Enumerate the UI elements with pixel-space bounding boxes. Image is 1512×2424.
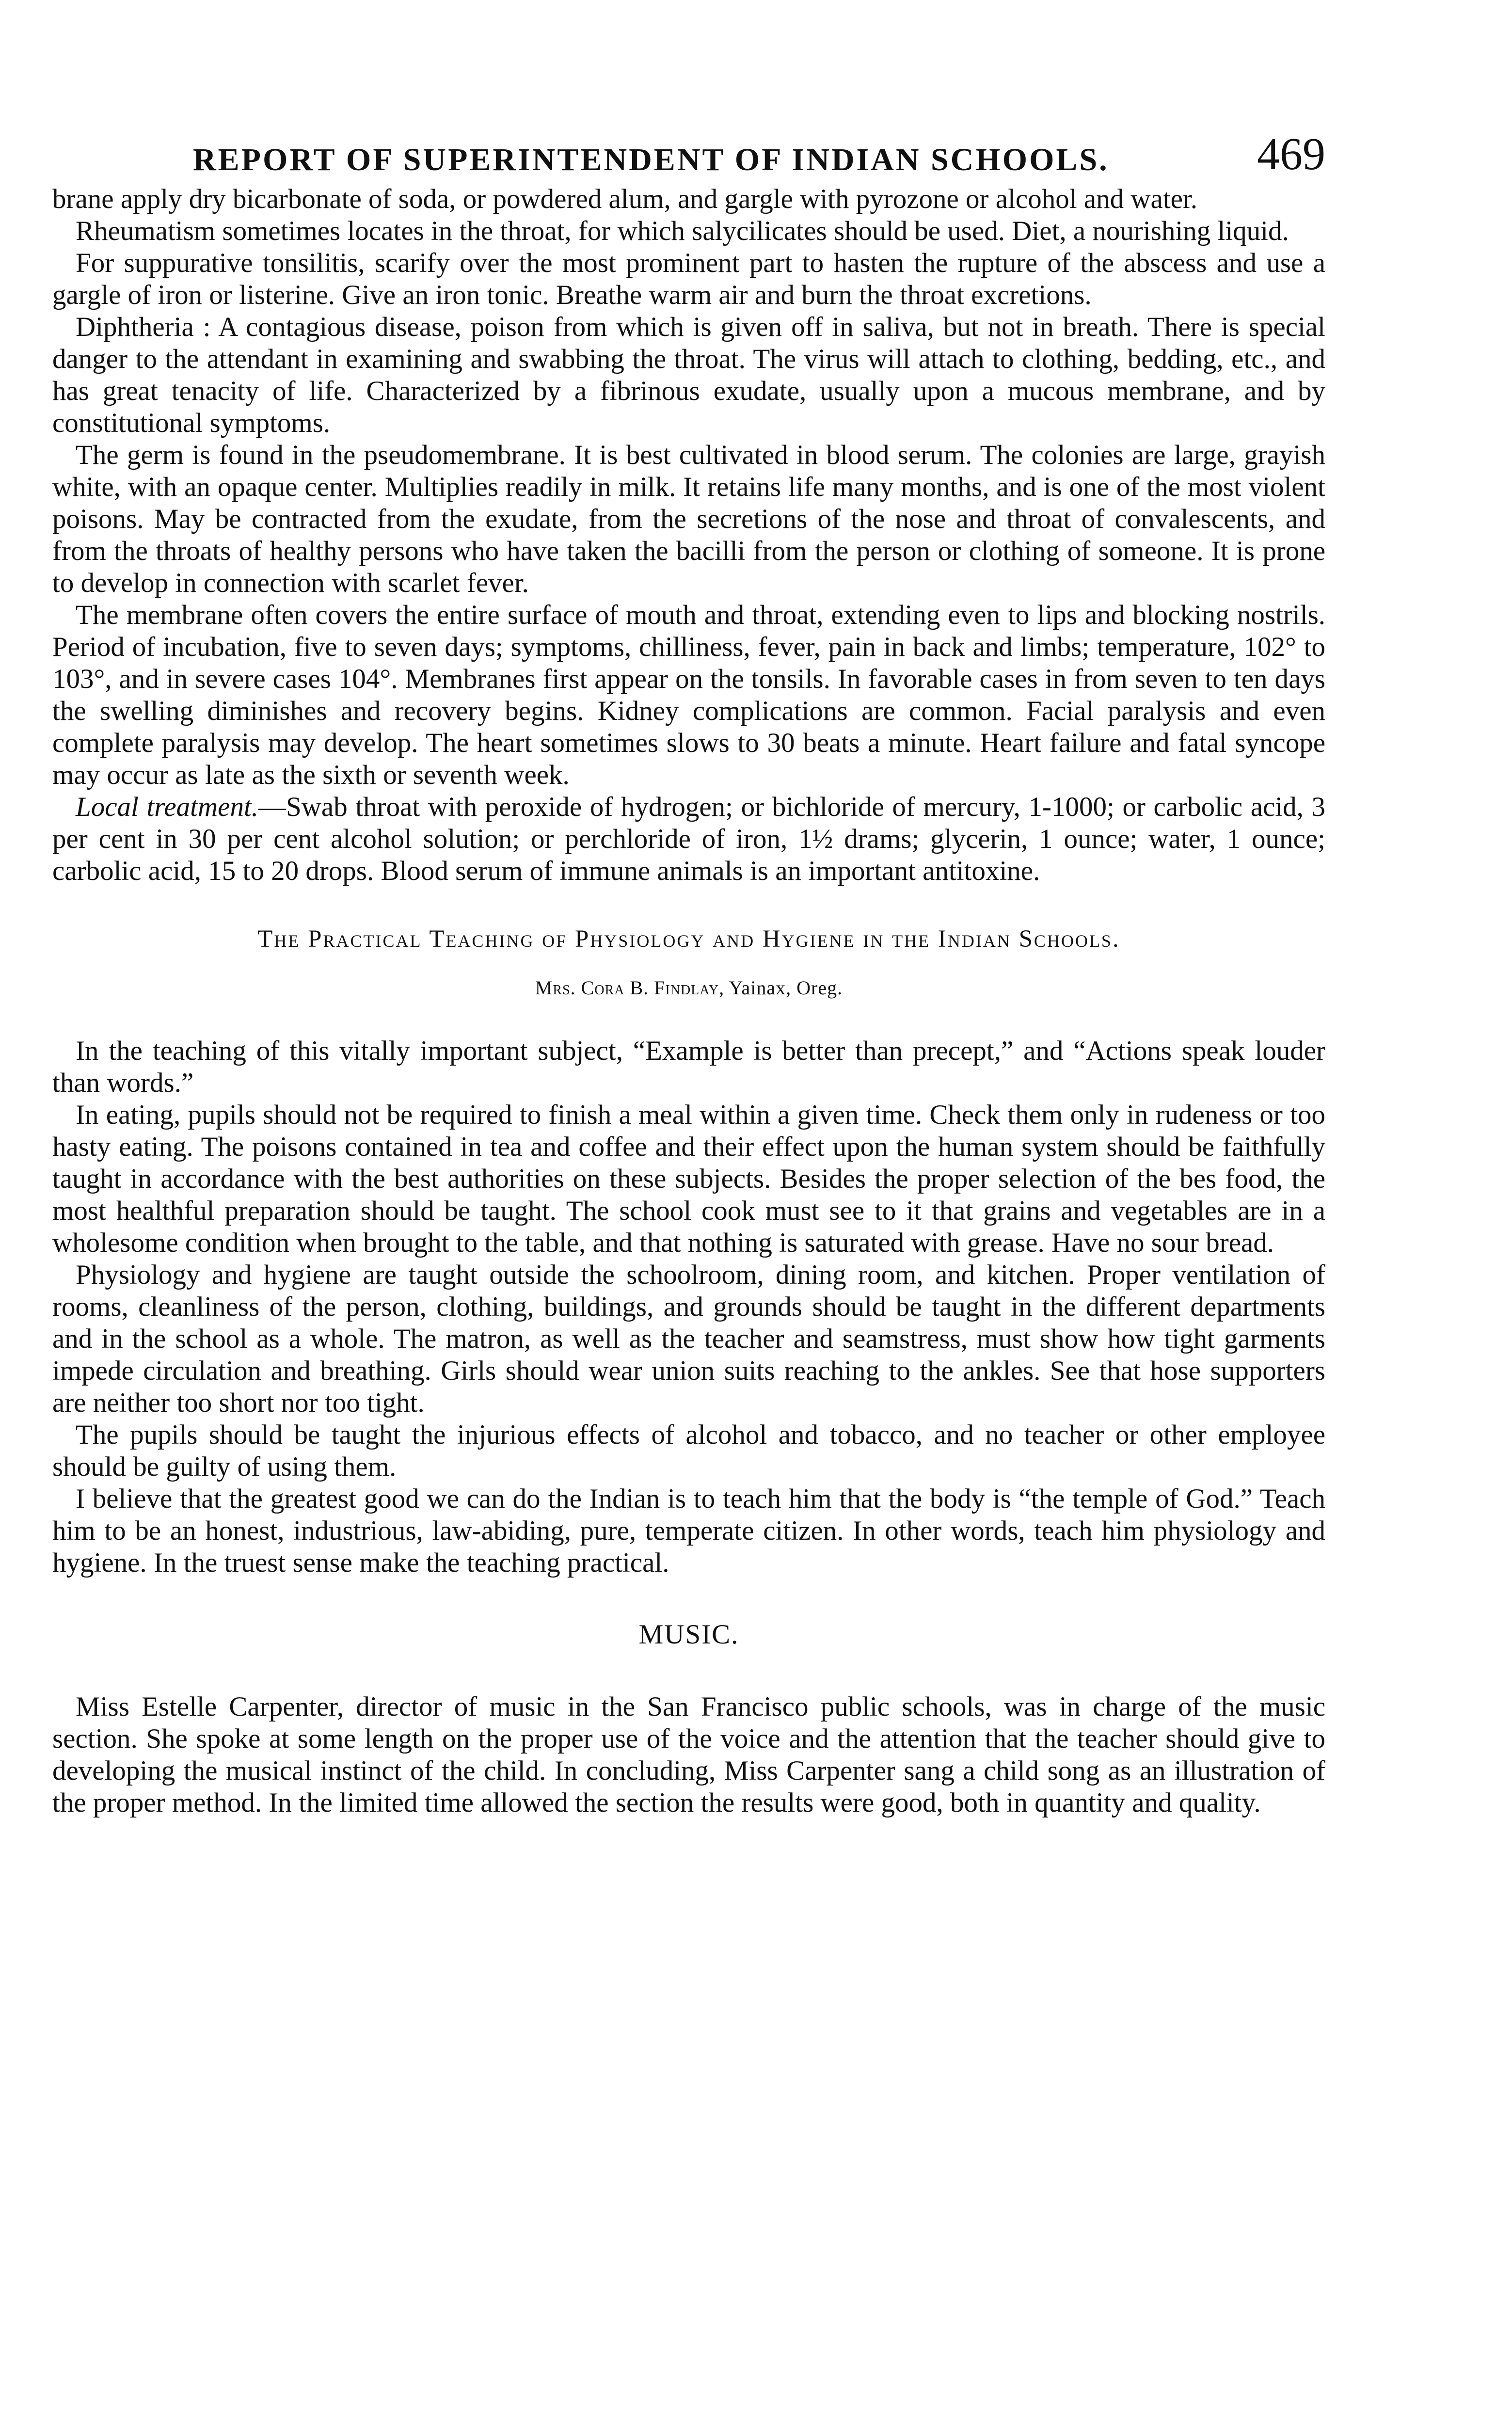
paragraph: The membrane often covers the entire surface of mouth and throat, extending even to lips and blocking nostrils. Period of incubation, five to seven days; symptoms, chilliness, fever, pain in back and limbs; temperature, 102° to 103°, and in severe cases 104°. Membranes first appear on the tonsils. In favorable cases in from seven to ten days the swelling diminishes and recovery begins. Kidney complications are common. Facial paralysis and even complete paralysis may develop. The heart sometimes slows to 30 beats a minute. Heart failure and fatal syncope may occur as late as the sixth or seventh week. — [52, 600, 1325, 790]
paragraph: I believe that the greatest good we can do the Indian is to teach him that the body is “the temple of God.” Teach him to be an honest, industrious, law-abiding, pure, temperate citizen. In other words, teach him physiology and hygiene. In the truest sense make the teaching practical. — [52, 1483, 1325, 1578]
local-treatment-text: —Swab throat with peroxide of hydrogen; or bichloride of mercury, 1-1000; or carbolic acid, 3 per cent in 30 per cent alcohol solution; or perchloride of iron, 1½ drams; glycerin, 1 ounce; water, 1 ounce; carbolic acid, 15 to 20 drops. Blood serum of immune animals is an important antitoxine. — [52, 792, 1325, 886]
page-number: 469 — [1257, 129, 1325, 179]
running-header — [52, 125, 1325, 183]
paragraph: The germ is found in the pseudomembrane. It is best cultivated in blood serum. The colonies are large, grayish white, with an opaque center. Multiplies readily in milk. It retains life many months, and is one of the most violent poisons. May be contracted from the exudate, from the secretions of the nose and throat of convalescents, and from the throats of healthy persons who have taken the bacilli from the person or clothing of someone. It is prone to develop in connection with scarlet fever. — [52, 440, 1325, 598]
author-line — [52, 976, 1325, 999]
music-section — [52, 1691, 1325, 1819]
section-title-music: MUSIC. — [638, 1619, 739, 1650]
paragraph: Rheumatism sometimes locates in the throat, for which salycilicates should be used. Diet, a nourishing liquid. — [76, 216, 1289, 246]
document-page — [52, 125, 1325, 1819]
running-title: REPORT OF SUPERINTENDENT OF INDIAN SCHOOLS. — [193, 142, 1109, 177]
paragraph: The pupils should be taught the injurious effects of alcohol and tobacco, and no teacher or other employee should be guilty of using them. — [52, 1419, 1325, 1482]
paragraph: In the teaching of this vitally important subject, “Example is better than precept,” and “Actions speak louder than words.” — [52, 1036, 1325, 1098]
paragraph: Miss Estelle Carpenter, director of music in the San Francisco public schools, was in charge of the music section. She spoke at some length on the proper use of the voice and the attention that the teacher should give to developing the musical instinct of the child. In concluding, Miss Carpenter sang a child song as an illustration of the proper method. In the limited time allowed the section the results were good, both in quantity and quality. — [52, 1691, 1325, 1818]
local-treatment-paragraph — [52, 791, 1325, 887]
diphtheria-section — [52, 183, 1325, 887]
author-name: Mrs. Cora B. Findlay, — [535, 977, 725, 999]
physiology-section — [52, 1035, 1325, 1579]
paragraph: For suppurative tonsilitis, scarify over the most prominent part to hasten the rupture of the abscess and use a gargle of iron or listerine. Give an iron tonic. Breathe warm air and burn the throat excretions. — [52, 248, 1325, 310]
paragraph: Diphtheria : A contagious disease, poison from which is given off in saliva, but not in breath. There is special danger to the attendant in examining and swabbing the throat. The virus will attach to clothing, bedding, etc., and has great tenacity of life. Characterized by a fibrinous exudate, usually upon a mucous membrane, and by constitutional symptoms. — [52, 312, 1325, 438]
paragraph: brane apply dry bicarbonate of soda, or powdered alum, and gargle with pyrozone or alcohol and water. — [52, 184, 1198, 214]
author-place: Yainax, Oreg. — [729, 977, 843, 999]
paragraph: In eating, pupils should not be required to finish a meal within a given time. Check them only in rudeness or too hasty eating. The poisons contained in tea and coffee and their effect upon the human system should be faithfully taught in accordance with the best authorities on these subjects. Besides the proper selection of the bes food, the most healthful preparation should be taught. The school cook must see to it that grains and vegetables are in a wholesome condition when brought to the table, and that nothing is saturated with grease. Have no sour bread. — [52, 1100, 1325, 1258]
section-title-physiology: The Practical Teaching of Physiology and Hygiene in the Indian Schools. — [257, 925, 1120, 953]
local-treatment-label: Local treatment. — [76, 792, 259, 822]
paragraph: Physiology and hygiene are taught outside the schoolroom, dining room, and kitchen. Proper ventilation of rooms, cleanliness of the person, clothing, buildings, and grounds should be taught in the different departments and in the school as a whole. The matron, as well as the teacher and seamstress, must show how tight garments impede circulation and breathing. Girls should wear union suits reaching to the ankles. See that hose supporters are neither too short nor too tight. — [52, 1260, 1325, 1418]
